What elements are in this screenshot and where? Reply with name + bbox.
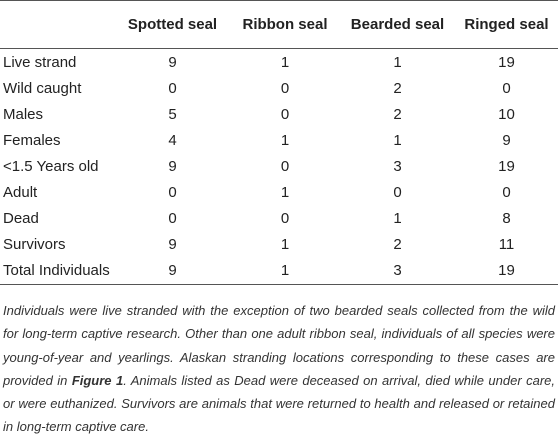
footnote-text-continued: . Animals listed as Dead were deceased on arrival, died while under care, or were euthanized. Survivors are animals that were returned to health and released or retained in long-term captive care.	[3, 372, 555, 435]
row-label: Females	[3, 131, 61, 149]
table-row	[0, 101, 558, 127]
table-cell: 5	[168, 105, 177, 123]
table-cell: 11	[498, 235, 515, 253]
table-cell: 2	[393, 105, 402, 123]
table-cell: 10	[498, 105, 515, 123]
header-spotted-seal: Spotted seal	[115, 1, 230, 49]
table-row	[0, 257, 558, 285]
header-bearded-seal: Bearded seal	[340, 1, 455, 49]
table-cell: 1	[393, 131, 402, 149]
table-cell: 1	[230, 257, 340, 285]
table-cell: 0	[393, 183, 402, 201]
table-footnote	[3, 299, 555, 439]
row-label: Dead	[3, 209, 39, 227]
table-cell: 9	[502, 131, 511, 149]
table-row	[0, 127, 558, 153]
table-row	[0, 49, 558, 76]
table-cell: 0	[280, 79, 290, 97]
row-label: Adult	[3, 183, 38, 201]
table-cell: 19	[455, 257, 558, 285]
table-cell: 0	[280, 105, 290, 123]
table-cell: 0	[502, 79, 511, 97]
row-label: Total Individuals	[0, 257, 115, 285]
table-cell: 1	[280, 235, 290, 253]
table-row	[0, 75, 558, 101]
table-cell: 3	[340, 257, 455, 285]
table-cell: 1	[280, 53, 290, 71]
table-cell: 0	[280, 209, 290, 227]
table-row	[0, 231, 558, 257]
table-cell: 3	[393, 157, 402, 175]
table-cell: 0	[168, 79, 177, 97]
table-cell: 0	[502, 183, 511, 201]
figure-reference-link[interactable]: Figure 1	[71, 372, 124, 388]
table-row	[0, 179, 558, 205]
table-cell: 0	[168, 209, 177, 227]
table-cell: 0	[280, 157, 290, 175]
table-cell: 0	[168, 183, 177, 201]
header-ribbon-seal: Ribbon seal	[230, 1, 340, 49]
table-cell: 9	[168, 235, 177, 253]
table-cell: 8	[502, 209, 511, 227]
header-ringed-seal: Ringed seal	[455, 1, 558, 49]
row-label: <1.5 Years old	[3, 157, 99, 175]
table-cell: 1	[280, 131, 290, 149]
table-row	[0, 153, 558, 179]
row-label: Survivors	[3, 235, 66, 253]
table-header-row	[0, 1, 558, 49]
table-cell: 1	[393, 209, 402, 227]
table-cell: 1	[280, 183, 290, 201]
table-cell: 2	[393, 235, 402, 253]
table-cell: 9	[115, 257, 230, 285]
row-label: Live strand	[3, 53, 77, 71]
footnote-text: Individuals were live stranded with the exception of two bearded seals collected from the wild for long-term captive research. Other than one adult ribbon seal, individuals of all species were young-of-year and yearlings. Alaskan stranding locations corresponding to these cases are provided in	[3, 303, 555, 388]
table-cell: 4	[168, 131, 177, 149]
row-label: Wild caught	[3, 79, 82, 97]
header-cell-blank	[0, 1, 115, 49]
table-cell: 9	[168, 53, 177, 71]
table-cell: 1	[393, 53, 402, 71]
table-cell: 19	[498, 157, 515, 175]
table-row	[0, 205, 558, 231]
row-label: Males	[3, 105, 44, 123]
table-cell: 2	[393, 79, 402, 97]
table-cell: 9	[168, 157, 177, 175]
table-cell: 19	[498, 53, 515, 71]
